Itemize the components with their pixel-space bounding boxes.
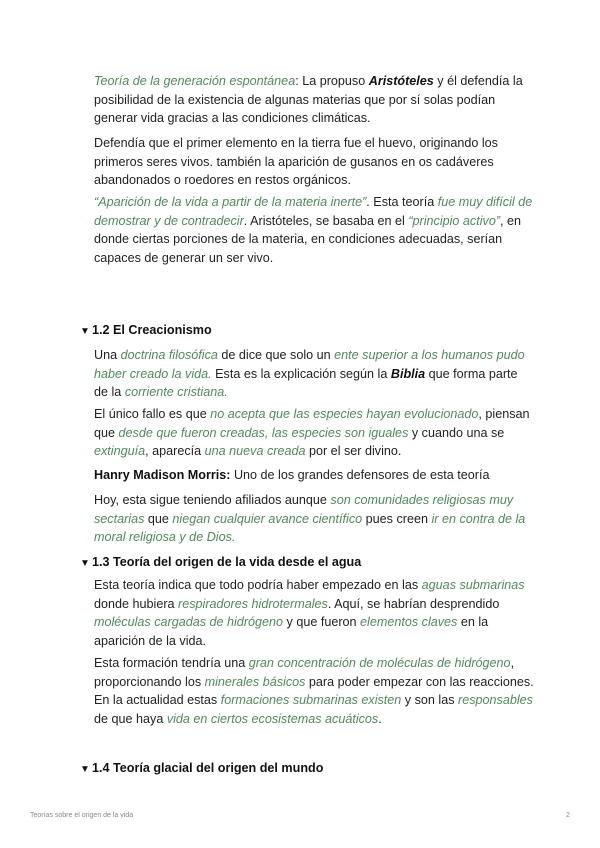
text: que [144,511,173,526]
paragraph-afiliados [94,491,534,547]
toggle-heading-creacionismo[interactable] [80,321,540,341]
text: de que haya [94,711,167,726]
text: , aparecía [145,444,205,459]
triangle-down-icon[interactable]: ▼ [80,326,90,337]
highlight-text: gran concentración de moléculas de hidrógeno [248,656,511,670]
highlight-text: extinguía [94,444,146,459]
highlight-text: no acepta que las especies hayan evolucionado [210,407,479,421]
paragraph-fallo [94,405,534,461]
highlight-text: doctrina filosófica [120,348,218,362]
text: , en donde ciertas porciones de la materia, en condiciones adecuadas, serían capaces de generar un ser vivo. [94,213,522,265]
text: Uno de los grandes defensores de esta teoría [230,468,490,482]
text: que forma parte de la [94,366,518,400]
highlight-text: respiradores hidrotermales [178,596,328,611]
text: Esta teoría indica que todo podría haber empezado en las [94,578,422,592]
paragraph-materia-inerte [94,193,534,267]
footer-title: Teorías sobre el origen de la vida [30,812,134,819]
highlight-text: ente superior a los humanos pudo haber creado la vida. [94,348,525,381]
text: y son las [401,693,459,708]
text: Hoy, esta sigue teniendo afiliados aunque [94,493,331,507]
highlight-text: fue muy difícil de demostrar y de contradecir [94,195,533,228]
text: donde hubiera [94,596,179,611]
paragraph-morris [94,466,534,485]
highlight-quote: “Aparición de la vida a partir de la materia inerte” [94,195,367,209]
text: por el ser divino. [305,444,402,459]
text: Esta es la explicación según la [211,366,391,381]
text: . Esta teoría [366,195,438,209]
highlight-text: “principio activo” [408,213,501,228]
paragraph-formacion [94,654,534,728]
heading-text: 1.2 El Creacionismo [92,323,212,337]
paragraph-generacion-espontanea [94,72,534,128]
text: El único fallo es que [94,407,211,421]
highlight-text: vida en ciertos ecosistemas acuáticos [166,711,379,726]
text: para poder empezar con las reacciones. En la actualidad estas [94,674,534,708]
highlight-text: niegan cualquier avance científico [172,511,363,526]
toggle-heading-teoria-glacial[interactable] [80,759,540,779]
highlight-term: Teoría de la generación espontánea [94,74,296,88]
triangle-down-icon[interactable]: ▼ [80,558,90,569]
highlight-text: ir en contra de la moral religiosa y de Dios. [94,511,526,545]
highlight-text: minerales básicos [204,674,306,689]
text: y cuando una se [408,425,505,440]
paragraph-doctrina [94,346,534,402]
text: . Aquí, se habrían desprendido [327,596,500,611]
text: . [378,711,382,726]
text: , proporcionando los [94,656,515,689]
page-number: 2 [566,812,570,819]
author-name: Aristóteles [368,74,434,88]
text: Una [94,348,121,362]
triangle-down-icon[interactable]: ▼ [80,764,90,775]
paragraph-huevo: Defendía que el primer elemento en la tierra fue el huevo, originando los primeros seres vivos. también la aparición de gusanos en os cadáveres abandonados o roedores en restos orgánicos. [94,136,498,188]
highlight-text: desde que fueron creadas, las especies son iguales [118,425,409,440]
highlight-text: formaciones submarinas existen [220,693,402,708]
highlight-text: corriente cristiana. [124,385,228,400]
highlight-text: aguas submarinas [421,578,525,592]
highlight-text: son comunidades religiosas muy sectarias [94,493,514,526]
heading-text: 1.3 Teoría del origen de la vida desde el agua [92,555,362,569]
paragraph-aguas-submarinas [94,576,534,650]
text: de dice que solo un [217,348,335,362]
toggle-heading-origen-agua[interactable] [80,553,540,573]
highlight-text: moléculas cargadas de hidrógeno [94,615,284,630]
person-name: Hanry Madison Morris: [94,468,231,482]
text: , piensan que [94,407,530,440]
highlight-text: elementos claves [360,615,458,630]
text: Esta formación tendría una [94,656,249,670]
highlight-text: una nueva creada [204,444,306,459]
text: . Aristóteles, se basaba en el [243,213,409,228]
text: : La propuso [295,74,369,88]
text: en la aparición de la vida. [94,615,489,648]
text: y que fueron [283,615,361,630]
heading-text: 1.4 Teoría glacial del origen del mundo [92,761,324,775]
text: pues creen [362,511,432,526]
bold-term: Biblia [390,366,426,381]
highlight-text: responsables [458,693,533,708]
text: y él defendía la posibilidad de la existencia de algunas materias que por sí solas podían generar vida gracias a las condiciones climáticas. [94,74,523,126]
